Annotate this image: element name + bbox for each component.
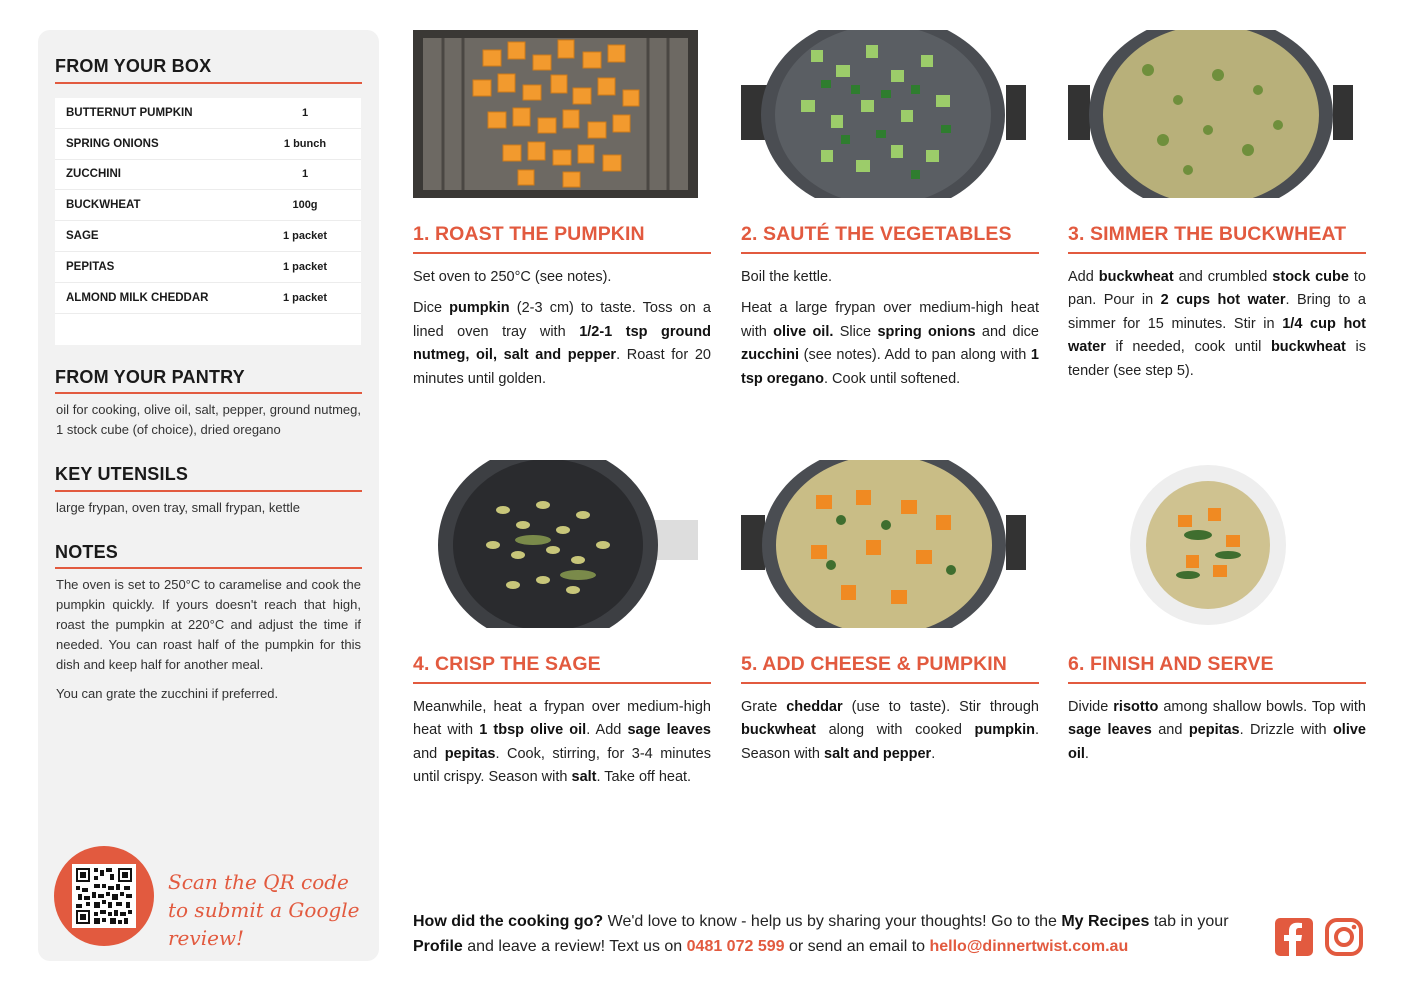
qr-code-badge[interactable]	[54, 846, 154, 946]
ingredient-qty: 1 packet	[282, 260, 328, 273]
step-text: Dice pumpkin (2-3 cm) to taste. Toss on a lined oven tray with 1/2-1 tsp ground nutmeg, oil, salt and pepper. Roast for 20 minutes until golden.	[413, 300, 711, 387]
ingredients-table	[55, 98, 361, 345]
divider	[741, 252, 1039, 254]
ingredient-name: ZUCCHINI	[66, 168, 121, 181]
table-row	[55, 98, 361, 129]
buckwheat-simmer-image	[1068, 30, 1353, 198]
utensils-heading: KEY UTENSILS	[55, 464, 189, 484]
step-3-body	[1068, 266, 1366, 391]
step-4-title: 4. CRISP THE SAGE	[413, 653, 601, 675]
ingredients-panel	[38, 30, 379, 961]
divider	[741, 682, 1039, 684]
step-2-body	[741, 266, 1039, 399]
email-link[interactable]: hello@dinnertwist.com.au	[929, 938, 1129, 955]
divider	[1068, 252, 1366, 254]
pantry-text: oil for cooking, olive oil, salt, pepper, ground nutmeg, 1 stock cube (of choice), dried oregano	[56, 402, 361, 437]
from-box-heading: FROM YOUR BOX	[55, 56, 212, 76]
ingredient-qty: 1 packet	[282, 230, 328, 243]
step-text: Divide risotto among shallow bowls. Top with sage leaves and pepitas. Drizzle with olive oil.	[1068, 699, 1366, 762]
divider	[55, 490, 362, 492]
crispy-sage-image	[413, 460, 698, 628]
table-row	[55, 252, 361, 283]
step-4-body	[413, 696, 711, 798]
finished-risotto-bowl-image	[1068, 460, 1353, 628]
step-text: Boil the kettle.	[741, 269, 833, 285]
qr-code-icon	[76, 868, 132, 924]
facebook-icon[interactable]	[1275, 918, 1313, 956]
step-6-title: 6. FINISH AND SERVE	[1068, 653, 1274, 675]
ingredient-qty: 1	[301, 168, 309, 181]
profile-link[interactable]: Profile	[413, 938, 463, 955]
divider	[1068, 682, 1366, 684]
step-text: Meanwhile, heat a frypan over medium-high heat with 1 tbsp olive oil. Add sage leaves and pepitas. Cook, stirring, for 3-4 minutes until crispy. Season with salt. Take off heat.	[413, 699, 711, 786]
table-row	[55, 160, 361, 191]
cheese-pumpkin-pan-image	[741, 460, 1026, 628]
table-row	[55, 190, 361, 221]
utensils-text: large frypan, oven tray, small frypan, kettle	[56, 500, 300, 515]
ingredient-name: ALMOND MILK CHEDDAR	[66, 291, 209, 304]
notes-text: You can grate the zucchini if preferred.	[56, 686, 279, 701]
ingredient-qty: 1	[301, 106, 309, 119]
zucchini-pan-image	[741, 30, 1026, 198]
ingredient-name: SPRING ONIONS	[66, 137, 159, 150]
table-row	[55, 129, 361, 160]
step-5-body	[741, 696, 1039, 774]
ingredient-name: BUTTERNUT PUMPKIN	[66, 106, 193, 119]
divider	[413, 682, 711, 684]
step-text: Set oven to 250°C (see notes).	[413, 269, 612, 285]
instagram-icon[interactable]	[1325, 918, 1363, 956]
my-recipes-link[interactable]: My Recipes	[1061, 913, 1150, 930]
step-text: Heat a large frypan over medium-high heat with olive oil. Slice spring onions and dice zucchini (see notes). Add to pan along with 1 tsp oregano. Cook until softened.	[741, 300, 1039, 387]
feedback-footer: How did the cooking go? We'd love to know - help us by sharing your thoughts! Go to the My Recipes tab in your Profile and leave a review! Text us on 0481 072 599 or send an email to hello@dinnertwist.com.au	[413, 913, 1229, 955]
step-1-body	[413, 266, 711, 399]
step-2-title: 2. SAUTÉ THE VEGETABLES	[741, 223, 1012, 245]
footer-question: How did the cooking go?	[413, 913, 604, 930]
ingredient-qty: 100g	[292, 199, 318, 212]
step-text: Grate cheddar (use to taste). Stir through buckwheat along with cooked pumpkin. Season with salt and pepper.	[741, 699, 1039, 762]
divider	[55, 392, 362, 394]
roasted-pumpkin-tray-image	[413, 30, 698, 198]
notes-text: The oven is set to 250°C to caramelise and cook the pumpkin quickly. If yours doesn't reach that high, roast the pumpkin at 220°C and adjust the time if needed. You can roast half of the pumpkin for this dish and keep half for another meal.	[56, 577, 361, 672]
table-row	[55, 283, 361, 314]
pantry-heading: FROM YOUR PANTRY	[55, 367, 245, 387]
table-row	[55, 221, 361, 252]
divider	[413, 252, 711, 254]
ingredient-qty: 1 packet	[282, 291, 328, 304]
ingredient-name: SAGE	[66, 230, 99, 243]
step-text: Add buckwheat and crumbled stock cube to pan. Pour in 2 cups hot water. Bring to a simmer for 15 minutes. Stir in 1/4 cup hot water if needed, cook until buckwheat is tender (see step 5).	[1068, 269, 1366, 379]
phone-link[interactable]: 0481 072 599	[686, 938, 785, 955]
step-3-title: 3. SIMMER THE BUCKWHEAT	[1068, 223, 1347, 245]
notes-heading: NOTES	[55, 542, 119, 562]
divider	[55, 82, 362, 84]
step-1-title: 1. ROAST THE PUMPKIN	[413, 223, 645, 245]
step-5-title: 5. ADD CHEESE & PUMPKIN	[741, 653, 1007, 675]
ingredient-name: BUCKWHEAT	[66, 199, 141, 212]
ingredient-qty: 1 bunch	[283, 137, 327, 150]
divider	[55, 567, 362, 569]
qr-tagline: Scan the QR code to submit a Google review!	[168, 870, 360, 950]
qr-code[interactable]	[72, 864, 136, 928]
step-6-body	[1068, 696, 1366, 774]
ingredient-name: PEPITAS	[66, 260, 115, 273]
